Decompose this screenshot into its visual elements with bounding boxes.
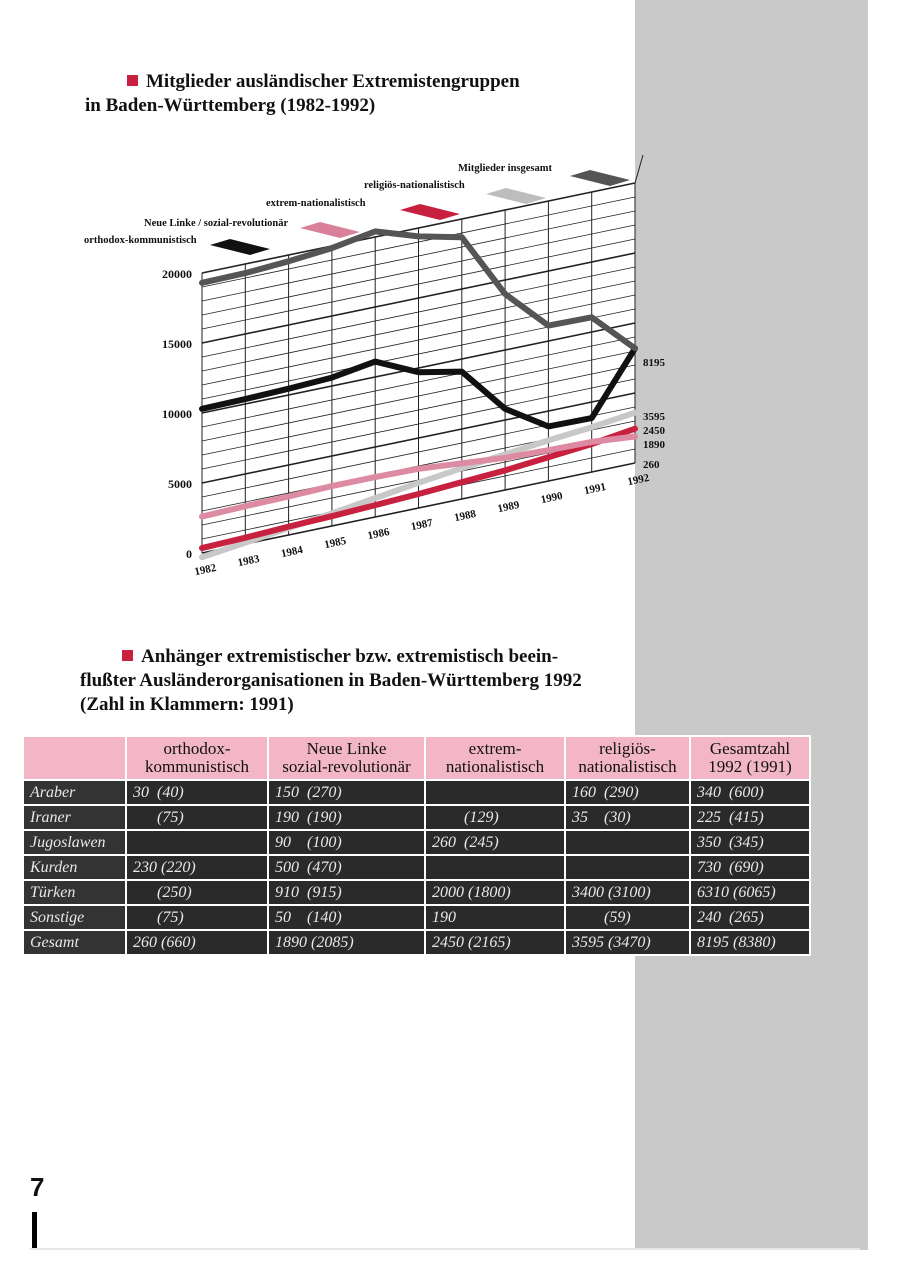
chart-heading-line1: Mitglieder ausländischer Extremistengruppen xyxy=(146,71,520,92)
table-cell: 260 (660) xyxy=(126,930,268,955)
table-cell xyxy=(425,855,565,880)
table-cell: (59) xyxy=(565,905,690,930)
x-tick-label: 1990 xyxy=(539,489,564,507)
row-label: Kurden xyxy=(23,855,126,880)
table-cell: 230 (220) xyxy=(126,855,268,880)
table-cell: (75) xyxy=(126,805,268,830)
table-cell: 3400 (3100) xyxy=(565,880,690,905)
legend-label: extrem-nationalistisch xyxy=(266,198,366,209)
legend-swatch xyxy=(300,222,360,238)
legend-label: religiös-nationalistisch xyxy=(364,180,465,191)
series-end-label: 1890 xyxy=(643,439,665,451)
header-text: Neue Linke xyxy=(306,739,387,758)
header-text: kommunistisch xyxy=(145,757,249,776)
table-header-row xyxy=(23,736,810,780)
table-total-row xyxy=(23,930,810,955)
series-end-label: 260 xyxy=(643,459,660,471)
table-cell: 30 (40) xyxy=(126,780,268,805)
table-cell: 160 (290) xyxy=(565,780,690,805)
table-row xyxy=(23,780,810,805)
chart-svg xyxy=(60,150,700,590)
header-text: orthodox- xyxy=(163,739,231,758)
x-tick-label: 1989 xyxy=(496,498,521,516)
row-label: Gesamt xyxy=(23,930,126,955)
table-cell xyxy=(126,830,268,855)
x-tick-label: 1987 xyxy=(409,516,434,534)
x-tick-label: 1992 xyxy=(626,471,651,489)
table-header-cell xyxy=(126,736,268,780)
row-label: Iraner xyxy=(23,805,126,830)
table-row xyxy=(23,880,810,905)
table-cell: 2450 (2165) xyxy=(425,930,565,955)
table-cell: 730 (690) xyxy=(690,855,810,880)
x-tick-label: 1988 xyxy=(453,507,478,525)
table-header-cell xyxy=(565,736,690,780)
series-end-label: 3595 xyxy=(643,411,665,423)
header-text: nationalistisch xyxy=(445,757,545,776)
table-row xyxy=(23,855,810,880)
row-label: Araber xyxy=(23,780,126,805)
x-tick-label: 1982 xyxy=(193,561,218,579)
x-tick-label: 1986 xyxy=(366,525,391,543)
header-text: religiös- xyxy=(599,739,656,758)
legend-swatch xyxy=(400,204,460,220)
table-cell xyxy=(565,830,690,855)
bullet-square-icon xyxy=(122,650,133,661)
table-cell: 35 (30) xyxy=(565,805,690,830)
page-number: 7 xyxy=(30,1172,45,1202)
table-cell: 260 (245) xyxy=(425,830,565,855)
table-cell: 8195 (8380) xyxy=(690,930,810,955)
row-label: Jugoslawen xyxy=(23,830,126,855)
row-label: Türken xyxy=(23,880,126,905)
y-tick-label: 0 xyxy=(186,547,192,561)
series-end-label: 8195 xyxy=(643,357,665,369)
y-tick-label: 20000 xyxy=(162,267,192,281)
header-text: Gesamtzahl xyxy=(709,739,791,758)
table-header-cell xyxy=(690,736,810,780)
x-tick-label: 1984 xyxy=(279,543,304,561)
bottom-rule xyxy=(30,1248,860,1250)
table-cell: 2000 (1800) xyxy=(425,880,565,905)
table-cell xyxy=(565,855,690,880)
y-tick-label: 10000 xyxy=(162,407,192,421)
table-cell: 500 (470) xyxy=(268,855,425,880)
table-row xyxy=(23,830,810,855)
legend-label: Mitglieder insgesamt xyxy=(458,163,552,174)
table-cell: (75) xyxy=(126,905,268,930)
header-text: extrem- xyxy=(468,739,522,758)
table-cell: 190 (190) xyxy=(268,805,425,830)
table-cell: 190 xyxy=(425,905,565,930)
header-text: sozial-revolutionär xyxy=(282,757,411,776)
table-cell: 150 (270) xyxy=(268,780,425,805)
table-heading-line2: flußter Ausländerorganisationen in Baden-Württemberg 1992 xyxy=(80,670,582,691)
table-cell: 6310 (6065) xyxy=(690,880,810,905)
legend-swatch xyxy=(570,170,630,186)
y-tick-label: 5000 xyxy=(168,477,192,491)
table-row xyxy=(23,905,810,930)
table-cell: (129) xyxy=(425,805,565,830)
row-label: Sonstige xyxy=(23,905,126,930)
table-cell: 910 (915) xyxy=(268,880,425,905)
chart-heading xyxy=(85,70,520,118)
x-tick-label: 1983 xyxy=(236,552,261,570)
page-marker-bar xyxy=(32,1212,37,1248)
table-heading xyxy=(80,645,642,717)
header-text: nationalistisch xyxy=(578,757,677,776)
table-row xyxy=(23,805,810,830)
table-heading-line3: (Zahl in Klammern: 1991) xyxy=(80,694,294,715)
legend-swatch xyxy=(486,188,546,204)
table-header-cell xyxy=(425,736,565,780)
table-cell: 90 (100) xyxy=(268,830,425,855)
table-heading-line1: Anhänger extremistischer bzw. extremistisch beein- xyxy=(141,646,559,667)
table-header-cell xyxy=(268,736,425,780)
y-tick-label: 15000 xyxy=(162,337,192,351)
line-chart xyxy=(60,150,700,590)
axis-top-edge xyxy=(635,155,643,183)
table-cell: 225 (415) xyxy=(690,805,810,830)
x-tick-label: 1991 xyxy=(583,480,608,498)
table-header-blank xyxy=(23,736,126,780)
header-text: 1992 (1991) xyxy=(708,757,792,776)
table-cell: 240 (265) xyxy=(690,905,810,930)
table-cell: (250) xyxy=(126,880,268,905)
table-cell: 50 (140) xyxy=(268,905,425,930)
table-cell: 1890 (2085) xyxy=(268,930,425,955)
members-table xyxy=(22,735,811,956)
legend-label: Neue Linke / sozial-revolutionär xyxy=(144,218,289,229)
legend-swatch xyxy=(210,239,270,255)
table-cell: 340 (600) xyxy=(690,780,810,805)
chart-heading-line2: in Baden-Württemberg (1982-1992) xyxy=(85,95,376,116)
legend-label: orthodox-kommunistisch xyxy=(84,235,197,246)
table-cell: 350 (345) xyxy=(690,830,810,855)
table-cell: 3595 (3470) xyxy=(565,930,690,955)
bullet-square-icon xyxy=(127,75,138,86)
page-margin xyxy=(868,0,900,1267)
table-cell xyxy=(425,780,565,805)
x-tick-label: 1985 xyxy=(323,534,348,552)
series-end-label: 2450 xyxy=(643,425,665,437)
